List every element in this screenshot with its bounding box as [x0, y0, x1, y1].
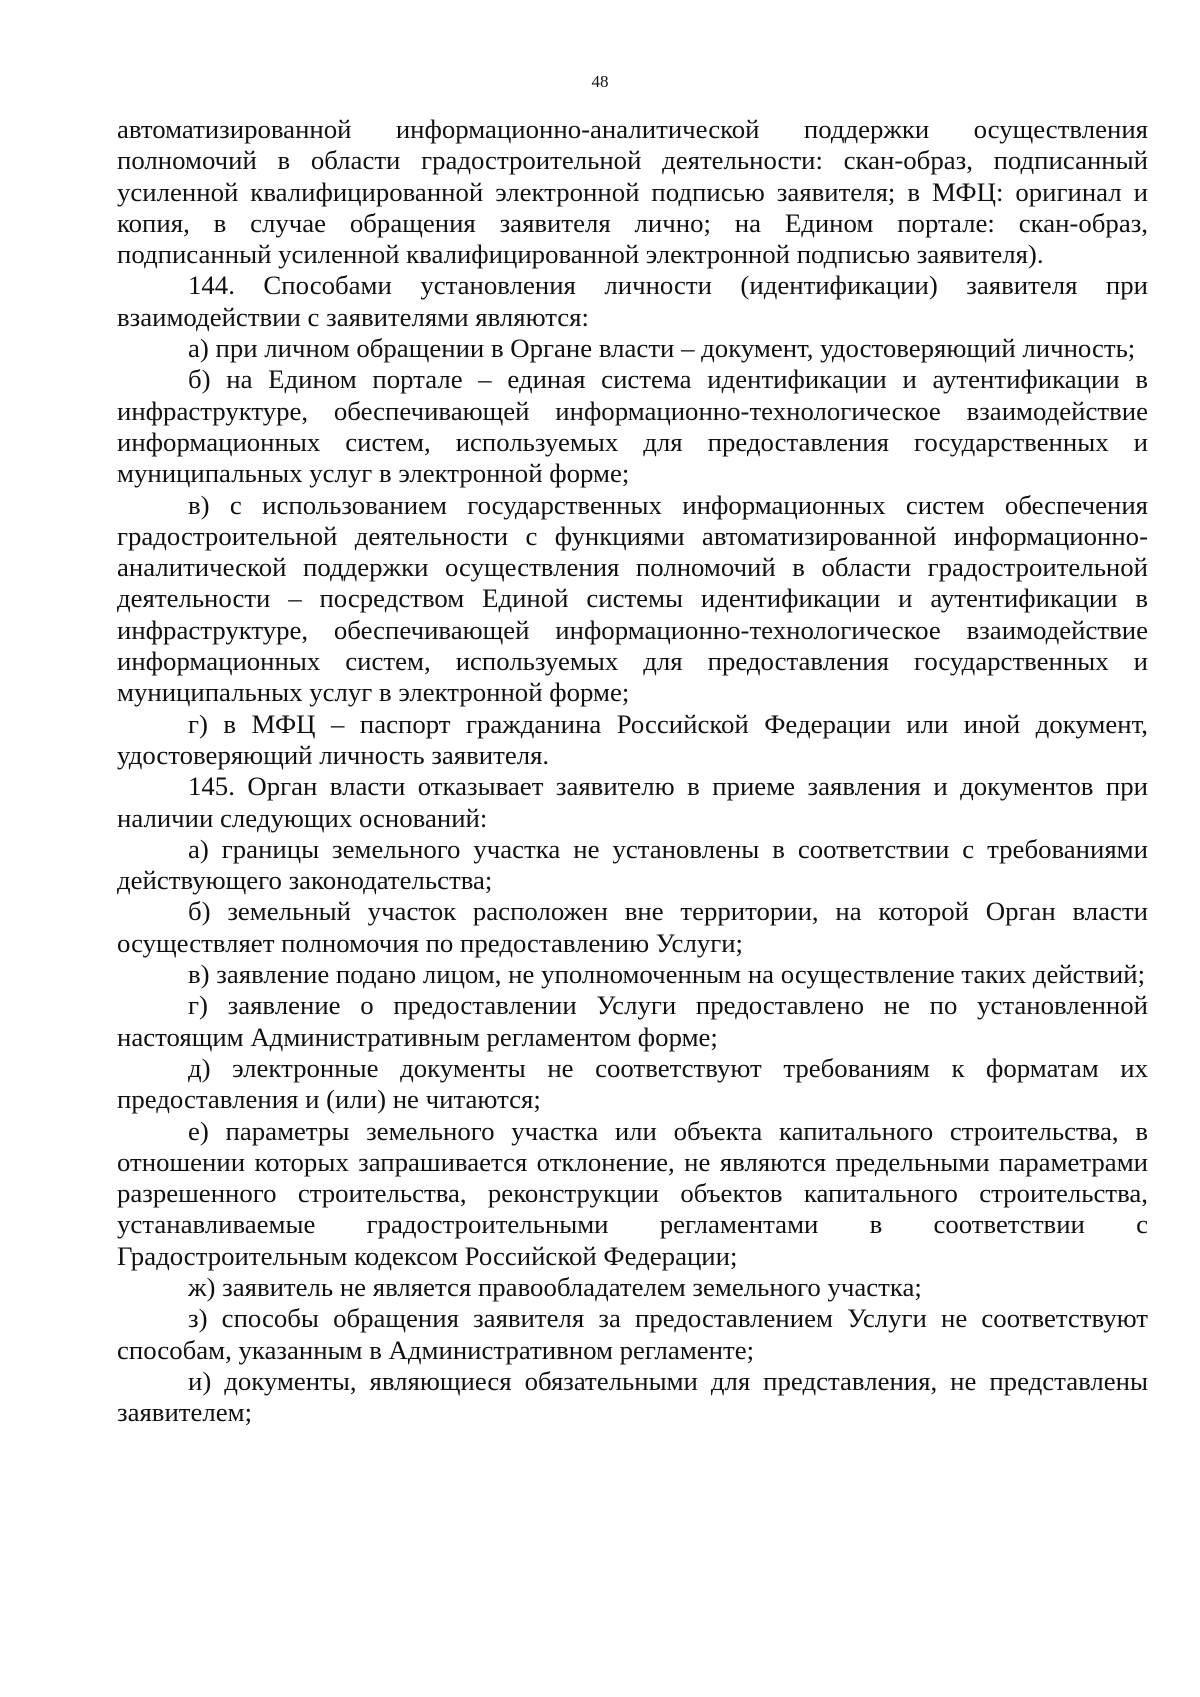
paragraph-145-e: е) параметры земельного участка или объекта капитального строительства, в отношении которых запрашивается отклонение, не являются предельными параметрами разрешенного строительства, реконструкции объектов капитального строительства, устанавливаемые градостроительными регламентами в соответствии с Градостроительным кодексом Российской Федерации; — [117, 1115, 1148, 1271]
paragraph-145-i: и) документы, являющиеся обязательными для представления, не представлены заявителем; — [117, 1365, 1148, 1428]
paragraph-145-d: д) электронные документы не соответствуют требованиям к форматам их предоставления и (или) не читаются; — [117, 1052, 1148, 1115]
paragraph-144-a: а) при личном обращении в Органе власти – документ, удостоверяющий личность; — [188, 333, 1136, 364]
paragraph-145: 145. Орган власти отказывает заявителю в приеме заявления и документов при наличии следующих оснований: — [117, 771, 1148, 833]
paragraph-144: 144. Способами установления личности (идентификации) заявителя при взаимодействии с заявителями являются: — [117, 270, 1148, 332]
paragraph-145-a: а) границы земельного участка не установлены в соответствии с требованиями действующего законодательства; — [117, 833, 1148, 896]
paragraph-145-z: з) способы обращения заявителя за предоставлением Услуги не соответствуют способам, указанным в Административном регламенте; — [117, 1303, 1148, 1365]
paragraph-144-b: б) на Едином портале – единая система идентификации и аутентификации в инфраструктуре, обеспечивающей информационно-технологическое взаимодействие информационных систем, используемых для предоставления государственных и муниципальных услуг в электронной форме; — [117, 364, 1148, 489]
paragraph-144-g: г) в МФЦ – паспорт гражданина Российской Федерации или иной документ, удостоверяющий личность заявителя. — [117, 708, 1148, 770]
paragraph-145-v: в) заявление подано лицом, не уполномоченным на осуществление таких действий; — [188, 959, 1146, 990]
paragraph-144-v: в) с использованием государственных информационных систем обеспечения градостроительной деятельности с функциями автоматизированной информационно-аналитической поддержки осуществления полномочий в области градостроительной деятельности – посредством Единой системы идентификации и аутентификации в инфраструктуре, обеспечивающей информационно-технологическое взаимодействие информационных систем, используемых для предоставления государственных и муниципальных услуг в электронной форме; — [117, 489, 1148, 708]
paragraph-145-g: г) заявление о предоставлении Услуги предоставлено не по установленной настоящим Административным регламентом форме; — [117, 990, 1148, 1052]
page-number: 48 — [591, 72, 609, 91]
document-body — [117, 114, 1148, 1428]
paragraph-145-b: б) земельный участок расположен вне территории, на которой Орган власти осуществляет полномочия по предоставлению Услуги; — [117, 896, 1148, 958]
paragraph-continuation: автоматизированной информационно-аналитической поддержки осуществления полномочий в области градостроительной деятельности: скан-образ, подписанный усиленной квалифицированной электронной подписью заявителя; в МФЦ: оригинал и копия, в случае обращения заявителя лично; на Едином портале: скан-образ, подписанный усиленной квалифицированной электронной подписью заявителя). — [117, 114, 1148, 270]
paragraph-145-zh: ж) заявитель не является правообладателем земельного участка; — [188, 1271, 922, 1302]
